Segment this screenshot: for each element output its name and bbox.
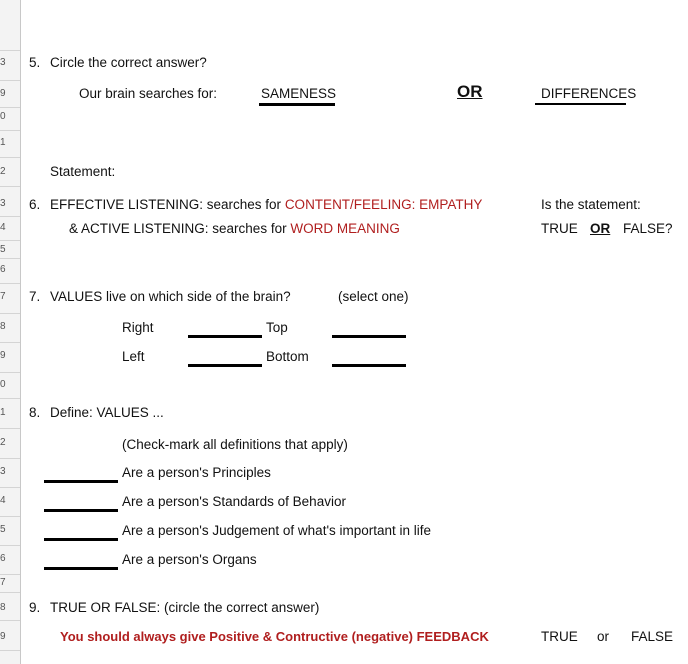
q6-line2-prefix: & ACTIVE LISTENING: searches for: [69, 221, 291, 236]
row-number[interactable]: 6: [0, 553, 6, 564]
row-number[interactable]: 3: [0, 57, 6, 68]
q7-number: 7.: [29, 289, 41, 304]
row-number[interactable]: 9: [0, 88, 6, 99]
q5-number: 5.: [29, 55, 41, 70]
row-number[interactable]: 4: [0, 222, 6, 233]
row-divider: [0, 458, 20, 459]
q7-prompt: VALUES live on which side of the brain?: [50, 289, 291, 304]
q7-option-bottom: Bottom: [266, 349, 309, 364]
row-divider: [0, 574, 20, 575]
q6-line2-highlight: WORD MEANING: [290, 221, 400, 236]
row-divider: [0, 620, 20, 621]
row-number[interactable]: 7: [0, 291, 6, 302]
q7-bottom-blank[interactable]: [332, 364, 406, 367]
q7-option-left: Left: [122, 349, 145, 364]
row-number[interactable]: 1: [0, 137, 6, 148]
q8-item-4: Are a person's Organs: [122, 552, 257, 567]
q8-item-3: Are a person's Judgement of what's important in life: [122, 523, 432, 538]
row-divider: [0, 650, 20, 651]
row-divider: [0, 516, 20, 517]
q8-item-1-blank[interactable]: [44, 480, 118, 483]
row-number[interactable]: 5: [0, 524, 6, 535]
row-divider: [0, 107, 20, 108]
q5-prompt: Circle the correct answer?: [50, 55, 207, 70]
q6-line1: [50, 197, 482, 213]
row-number[interactable]: 0: [0, 111, 6, 122]
row-divider: [0, 428, 20, 429]
q7-option-top: Top: [266, 320, 288, 335]
row-number[interactable]: 7: [0, 577, 6, 588]
q5-differences-underline: [535, 103, 626, 105]
q9-statement: You should always give Positive & Contructive (negative) FEEDBACK: [60, 629, 489, 644]
q8-item-4-blank[interactable]: [44, 567, 118, 570]
q6-true[interactable]: TRUE: [541, 221, 578, 236]
row-divider: [0, 216, 20, 217]
row-divider: [0, 283, 20, 284]
row-number[interactable]: 4: [0, 495, 6, 506]
row-divider: [0, 398, 20, 399]
row-divider: [0, 487, 20, 488]
q6-false[interactable]: FALSE?: [623, 221, 673, 236]
q7-left-blank[interactable]: [188, 364, 262, 367]
q5-lead: Our brain searches for:: [79, 86, 218, 101]
q8-item-2-blank[interactable]: [44, 509, 118, 512]
q6-or: OR: [590, 221, 611, 236]
q9-number: 9.: [29, 600, 41, 615]
statement-label: Statement:: [50, 164, 116, 179]
row-number[interactable]: 5: [0, 244, 6, 255]
q5-option-differences[interactable]: DIFFERENCES: [541, 86, 637, 101]
row-divider: [0, 258, 20, 259]
q5-option-sameness[interactable]: SAMENESS: [261, 86, 337, 101]
q8-number: 8.: [29, 405, 41, 420]
row-number[interactable]: 9: [0, 631, 6, 642]
row-number[interactable]: 2: [0, 166, 6, 177]
q9-false[interactable]: FALSE: [631, 629, 674, 644]
row-divider: [0, 186, 20, 187]
row-number[interactable]: 9: [0, 350, 6, 361]
row-divider: [0, 130, 20, 131]
q8-prompt: Define: VALUES ...: [50, 405, 164, 420]
q8-item-2: Are a person's Standards of Behavior: [122, 494, 346, 509]
q5-or: OR: [457, 82, 483, 101]
q6-line1-highlight: CONTENT/FEELING: EMPATHY: [284, 197, 483, 212]
row-header-gutter: [0, 0, 21, 664]
row-number[interactable]: 1: [0, 407, 6, 418]
q5-sameness-underline: [259, 103, 335, 106]
row-number[interactable]: 2: [0, 437, 6, 448]
q7-right-blank[interactable]: [188, 335, 262, 338]
row-divider: [0, 313, 20, 314]
q7-option-right: Right: [122, 320, 154, 335]
row-number[interactable]: 6: [0, 264, 6, 275]
row-divider: [0, 50, 20, 51]
row-divider: [0, 545, 20, 546]
row-divider: [0, 342, 20, 343]
row-number[interactable]: 3: [0, 466, 6, 477]
q6-line1-prefix: EFFECTIVE LISTENING: searches for: [50, 197, 285, 212]
row-number[interactable]: 0: [0, 379, 6, 390]
row-number[interactable]: 3: [0, 198, 6, 209]
row-divider: [0, 157, 20, 158]
row-number[interactable]: 8: [0, 602, 6, 613]
q7-top-blank[interactable]: [332, 335, 406, 338]
q8-item-1: Are a person's Principles: [122, 465, 271, 480]
q7-hint: (select one): [338, 289, 409, 304]
q8-hint: (Check-mark all definitions that apply): [122, 437, 348, 452]
q8-item-3-blank[interactable]: [44, 538, 118, 541]
q9-prompt: TRUE OR FALSE: (circle the correct answer): [50, 600, 320, 615]
row-divider: [0, 372, 20, 373]
row-divider: [0, 592, 20, 593]
row-divider: [0, 240, 20, 241]
q9-true[interactable]: TRUE: [541, 629, 578, 644]
q6-question: Is the statement:: [541, 197, 641, 212]
q6-line2: [69, 221, 400, 237]
q6-number: 6.: [29, 197, 41, 212]
row-number[interactable]: 8: [0, 321, 6, 332]
row-divider: [0, 80, 20, 81]
q9-or: or: [597, 629, 610, 644]
